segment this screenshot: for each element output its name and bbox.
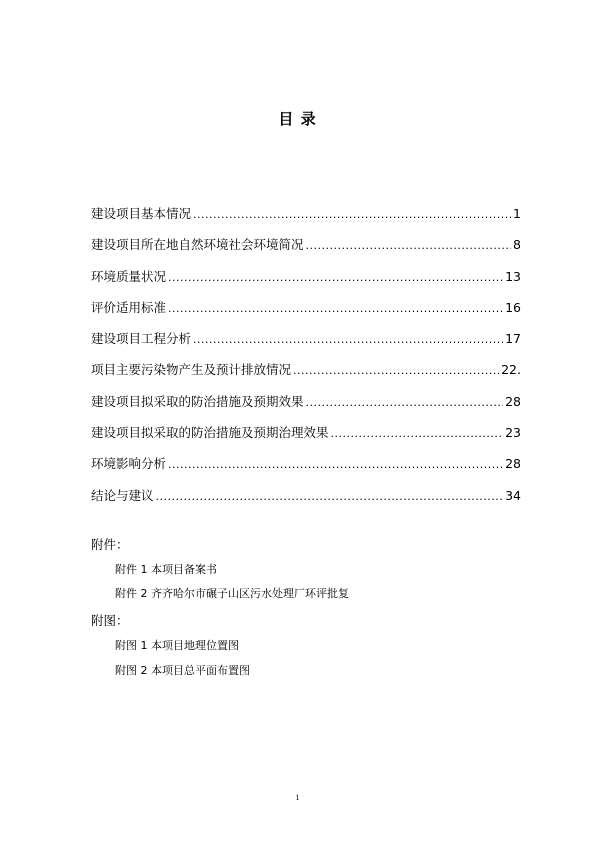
toc-entry-page: 13	[505, 268, 521, 284]
toc-entry-label: 建设项目基本情况	[91, 206, 192, 221]
toc-entry[interactable]	[91, 267, 521, 298]
toc-leader-dots	[306, 396, 504, 409]
toc-entry[interactable]	[91, 423, 521, 454]
toc-entry-label: 环境影响分析	[91, 456, 167, 472]
toc-entry-label: 建设项目拟采取的防治措施及预期治理效果	[91, 425, 329, 441]
attachments-heading: 附件：	[91, 537, 129, 552]
toc-entry[interactable]	[91, 392, 521, 423]
toc-list	[91, 204, 521, 517]
toc-leader-dots	[193, 208, 511, 221]
toc-entry-page: 23	[505, 425, 521, 441]
toc-entry-page: 16	[505, 299, 521, 315]
toc-entry-label: 项目主要污染物产生及预计排放情况	[91, 362, 292, 378]
page-number: 1	[295, 793, 300, 802]
toc-leader-dots	[331, 427, 504, 440]
toc-leader-dots	[168, 458, 503, 471]
toc-leader-dots	[168, 271, 503, 284]
toc-entry-page: 28	[505, 456, 521, 472]
toc-entry-page: 28	[505, 393, 521, 409]
toc-leader-dots	[293, 364, 499, 377]
toc-entry-label: 建设项目所在地自然环境社会环境简况	[91, 237, 304, 253]
toc-entry[interactable]	[91, 204, 521, 235]
figure-item[interactable]: 附图 1 本项目地理位置图	[115, 639, 239, 652]
toc-entry-label: 评价适用标准	[91, 299, 167, 315]
toc-entry-page: 34	[505, 487, 521, 503]
toc-entry[interactable]	[91, 486, 521, 517]
toc-entry-page: 1	[513, 206, 521, 221]
toc-entry[interactable]	[91, 454, 521, 485]
toc-entry-page: 22.	[501, 362, 521, 378]
attachment-item[interactable]: 附件 1 本项目备案书	[115, 563, 217, 576]
toc-leader-dots	[306, 239, 512, 252]
toc-entry-label: 建设项目拟采取的防治措施及预期效果	[91, 393, 304, 409]
attachment-item[interactable]: 附件 2 齐齐哈尔市碾子山区污水处理厂环评批复	[115, 587, 349, 600]
toc-entry-label: 环境质量状况	[91, 268, 167, 284]
toc-entry[interactable]	[91, 329, 521, 360]
toc-entry-label: 建设项目工程分析	[91, 331, 192, 347]
toc-entry[interactable]	[91, 235, 521, 266]
toc-entry-label: 结论与建议	[91, 487, 154, 503]
toc-leader-dots	[156, 490, 504, 503]
toc-title: 目 录	[278, 110, 317, 128]
toc-leader-dots	[193, 333, 503, 346]
toc-entry[interactable]	[91, 298, 521, 329]
toc-leader-dots	[168, 302, 503, 315]
figure-item[interactable]: 附图 2 本项目总平面布置图	[115, 664, 250, 677]
toc-entry-page: 8	[513, 237, 521, 253]
figures-heading: 附图：	[91, 613, 129, 628]
toc-entry-page: 17	[505, 331, 521, 347]
toc-entry[interactable]	[91, 360, 521, 391]
